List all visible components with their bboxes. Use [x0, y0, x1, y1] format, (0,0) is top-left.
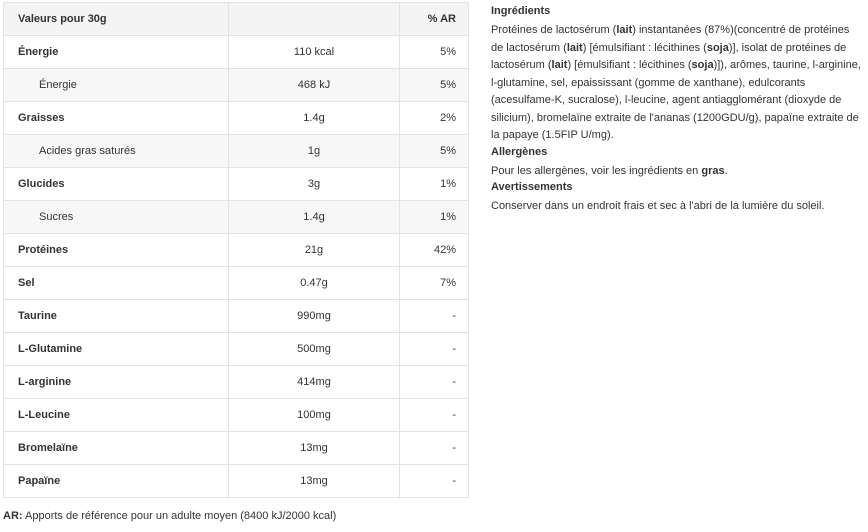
table-row	[4, 201, 469, 234]
nutrient-value: 1.4g	[229, 102, 400, 135]
nutrient-value: 110 kcal	[229, 36, 400, 69]
table-row	[4, 102, 469, 135]
nutrient-value: 100mg	[229, 399, 400, 432]
nutrient-ar: -	[400, 432, 469, 465]
nutrient-ar: -	[400, 366, 469, 399]
nutrient-name: Bromelaïne	[4, 432, 229, 465]
ingredient-allergen: soja	[706, 41, 729, 54]
header-serving: Valeurs pour 30g	[4, 3, 229, 36]
nutrient-name: Taurine	[4, 300, 229, 333]
nutrient-ar: 1%	[400, 168, 469, 201]
ingredients-text	[491, 22, 863, 145]
nutrient-ar: 5%	[400, 135, 469, 168]
nutrient-ar: 42%	[400, 234, 469, 267]
table-row	[4, 399, 469, 432]
nutrient-name: Glucides	[4, 168, 229, 201]
nutrient-value: 13mg	[229, 432, 400, 465]
nutrient-ar: -	[400, 399, 469, 432]
nutrient-name: Énergie	[4, 36, 229, 69]
nutrient-value: 1g	[229, 135, 400, 168]
allergens-bold: gras	[701, 164, 725, 177]
nutrient-name: L-Glutamine	[4, 333, 229, 366]
nutrient-value: 13mg	[229, 465, 400, 498]
nutrient-name: Sel	[4, 267, 229, 300]
ar-footnote	[3, 510, 336, 522]
nutrient-name: Graisses	[4, 102, 229, 135]
nutrient-ar: 1%	[400, 201, 469, 234]
nutrient-name: Acides gras saturés	[4, 135, 229, 168]
allergens-title: Allergènes	[491, 145, 548, 158]
ingredient-text: ) instantanées (87%)(concentré de protéines de lactosérum (	[491, 24, 850, 54]
nutrient-name: Énergie	[4, 69, 229, 102]
table-row	[4, 267, 469, 300]
nutrient-value: 414mg	[229, 366, 400, 399]
nutrient-ar: -	[400, 333, 469, 366]
ingredient-text: )]), arômes, taurine, l-arginine, l-glutamine, sel, epaississant (gomme de xanthane), edulcorants (acesulfame-K, sucralose), l-leucine, agent antiagglomérant (dioxyde de silicium), bromelaïne extraite de l'ananas (1200GDU/g), papaïne extraite de la papaye (1.5FIP U/mg).	[491, 59, 861, 141]
ingredient-text: )], isolat de protéines de lactosérum (	[491, 41, 847, 71]
nutrient-value: 0.47g	[229, 267, 400, 300]
nutrient-name: Papaïne	[4, 465, 229, 498]
ingredients-title: Ingrédients	[491, 5, 551, 17]
product-info	[491, 4, 863, 216]
table-row	[4, 300, 469, 333]
nutrient-ar: 5%	[400, 69, 469, 102]
nutrient-name: L-arginine	[4, 366, 229, 399]
ingredient-allergen: lait	[551, 59, 568, 71]
nutrient-value: 468 kJ	[229, 69, 400, 102]
nutrient-value: 1.4g	[229, 201, 400, 234]
nutrient-ar: 7%	[400, 267, 469, 300]
ingredient-text: Protéines de lactosérum (	[491, 24, 617, 36]
footnote-label: AR:	[3, 510, 23, 522]
nutrient-name: L-Leucine	[4, 399, 229, 432]
table-row	[4, 234, 469, 267]
ingredient-allergen: lait	[616, 24, 633, 36]
table-row	[4, 69, 469, 102]
nutrient-value: 500mg	[229, 333, 400, 366]
table-row	[4, 432, 469, 465]
table-row	[4, 168, 469, 201]
table-row	[4, 36, 469, 69]
nutrient-name: Protéines	[4, 234, 229, 267]
nutrient-ar: -	[400, 465, 469, 498]
ingredient-allergen: lait	[566, 41, 583, 54]
nutrient-value: 21g	[229, 234, 400, 267]
table-row	[4, 465, 469, 498]
warnings-title: Avertissements	[491, 181, 573, 193]
nutrient-ar: 2%	[400, 102, 469, 135]
nutrition-table	[3, 2, 469, 498]
warnings-text: Conserver dans un endroit frais et sec à l'abri de la lumière du soleil.	[491, 200, 825, 212]
footnote-text: Apports de référence pour un adulte moyen (8400 kJ/2000 kcal)	[22, 510, 337, 522]
ingredient-text: ) [émulsifiant : lécithines (	[567, 59, 692, 71]
nutrition-table-body	[4, 36, 469, 498]
allergens-text	[491, 163, 863, 181]
nutrient-name: Sucres	[4, 201, 229, 234]
header-ar: % AR	[400, 3, 469, 36]
ingredient-text: ) [émulsifiant : lécithines (	[582, 41, 707, 54]
table-row	[4, 366, 469, 399]
allergens-text-before: Pour les allergènes, voir les ingrédients en	[491, 164, 702, 177]
header-value	[229, 3, 400, 36]
allergens-text-after: .	[724, 164, 728, 177]
nutrient-ar: 5%	[400, 36, 469, 69]
table-row	[4, 333, 469, 366]
nutrient-ar: -	[400, 300, 469, 333]
ingredient-allergen: soja	[691, 59, 714, 71]
nutrient-value: 990mg	[229, 300, 400, 333]
table-row	[4, 135, 469, 168]
table-header-row	[4, 3, 469, 36]
nutrient-value: 3g	[229, 168, 400, 201]
